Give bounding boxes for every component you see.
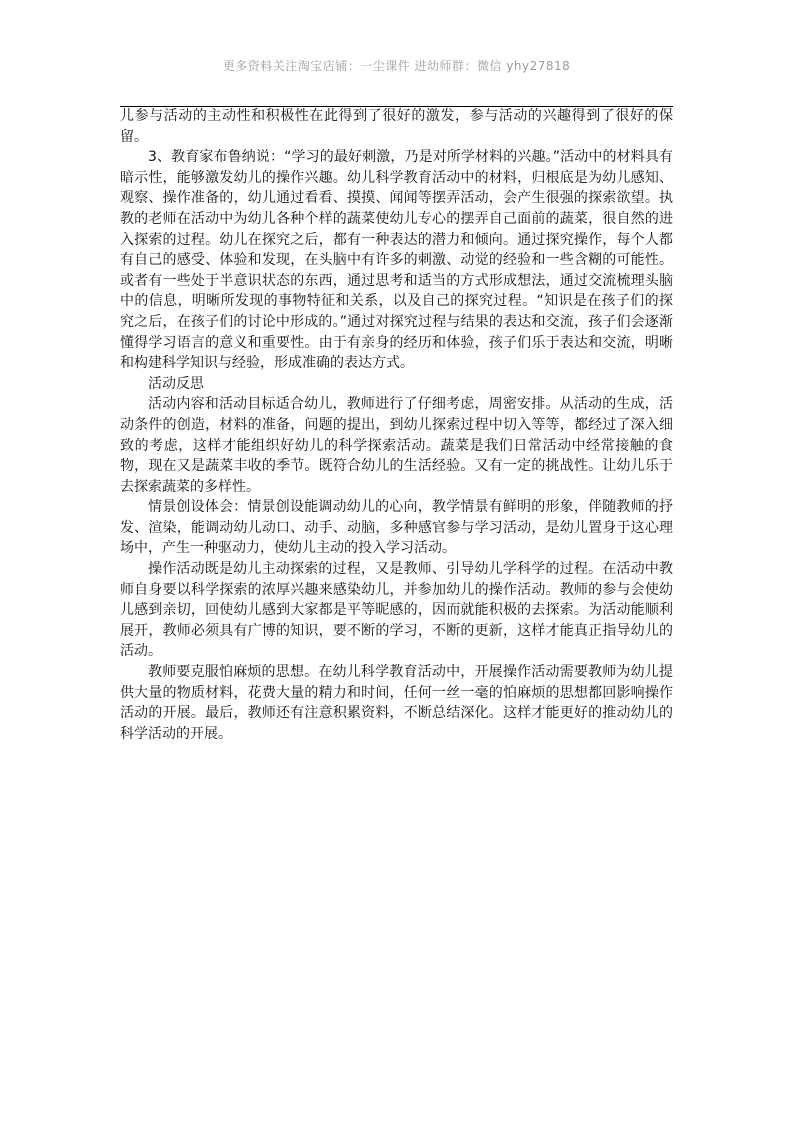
paragraph-content-goals: 活动内容和活动目标适合幼儿，教师进行了仔细考虑，周密安排。从活动的生成，活动条件的创造，材料的准备，问题的提出，到幼儿探索过程中切入等等，都经过了深入细致的考虑，这样才能组织好幼儿的科学探索活动。蔬菜是我们日常活动中经常接触的食物，现在又是蔬菜丰收的季节。既符合幼儿的生活经验。又有一定的挑战性。让幼儿乐于去探索蔬菜的多样性。 [120, 396, 673, 495]
document-body [120, 106, 673, 744]
paragraph-scenario-creation: 情景创设体会：情景创设能调动幼儿的心向，教学情景有鲜明的形象，伴随教师的抒发、渲染，能调动幼儿动口、动手、动脑，多种感官参与学习活动，是幼儿置身于这心理场中，产生一种驱动力，使幼儿主动的投入学习活动。 [120, 499, 673, 557]
paragraph-continuation: 儿参与活动的主动性和积极性在此得到了很好的激发，参与活动的兴趣得到了很好的保留。 [120, 108, 673, 145]
section-heading-reflection: 活动反思 [148, 375, 204, 392]
paragraph-operation-activity: 操作活动既是幼儿主动探索的过程，又是教师、引导幼儿学科学的过程。在活动中教师自身要以科学探索的浓厚兴趣来感染幼儿，并参加幼儿的操作活动。教师的参与会使幼儿感到亲切，回使幼儿感到大家都是平等昵感的，因而就能积极的去探索。为活动能顺利展开，教师必须具有广博的知识，要不断的学习，不断的更新，这样才能真正指导幼儿的活动。 [120, 561, 673, 660]
paragraph-bruner-quote: 3、教育家布鲁纳说：“学习的最好刺激，乃是对所学材料的兴趣。”活动中的材料具有暗示性，能够激发幼儿的操作兴趣。幼儿科学教育活动中的材料，归根底是为幼儿感知、观察、操作准备的，幼儿通过看看、摸摸、闻闻等摆弄活动，会产生很强的探索欲望。执教的老师在活动中为幼儿各种个样的蔬菜使幼儿专心的摆弄自己面前的蔬菜，很自然的进入探索的过程。幼儿在探究之后，都有一种表达的潜力和倾向。通过探究操作，每个人都有自己的感受、体验和发现，在头脑中有许多的刺激、动觉的经验和一些含糊的可能性。或者有一些处于半意识状态的东西，通过思考和适当的方式形成想法，通过交流梳理头脑中的信息，明晰所发现的事物特征和关系，以及自己的探究过程。“知识是在孩子们的探究之后，在孩子们的讨论中形成的。”通过对探究过程与结果的表达和交流，孩子们会逐渐懂得学习语言的意义和重要性。由于有亲身的经历和体验，孩子们乐于表达和交流，明晰和构建科学知识与经验，形成准确的表达方式。 [120, 149, 673, 372]
paragraph-overcome-trouble: 教师要克服怕麻烦的思想。在幼儿科学教育活动中，开展操作活动需要教师为幼儿提供大量的物质材料，花费大量的精力和时间，任何一丝一毫的怕麻烦的思想都回影响操作活动的开展。最后，教师还有注意积累资料，不断总结深化。这样才能更好的推动幼儿的科学活动的开展。 [120, 664, 673, 742]
page-header-watermark: 更多资料关注淘宝店铺：一尘课件 进幼师群：微信 yhy27818 [222, 59, 571, 73]
